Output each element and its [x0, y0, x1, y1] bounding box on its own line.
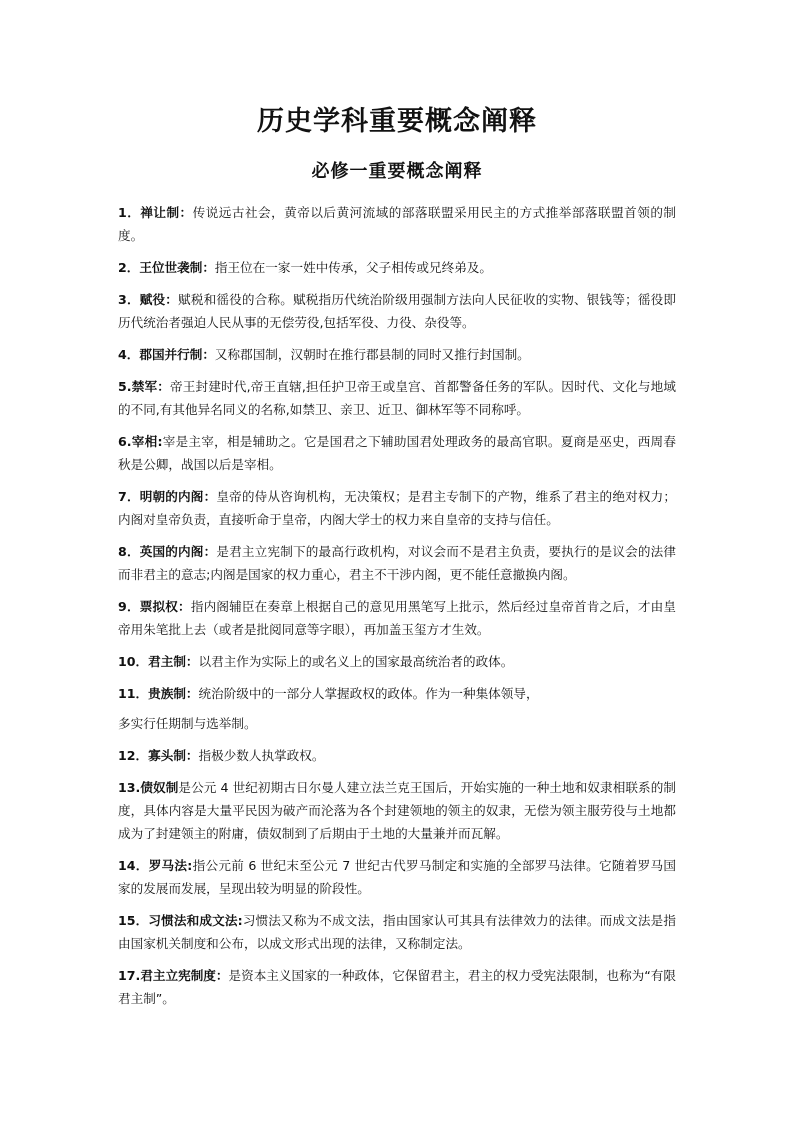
concept-item — [118, 430, 676, 476]
concept-term: 禅让制： — [140, 205, 193, 220]
concept-definition: 赋税和徭役的合称。赋税指历代统治阶级用强制方法向人民征收的实物、银钱等；徭役即历代统治者强迫人民从事的无偿劳役,包括军役、力役、杂役等。 — [118, 292, 677, 330]
concept-item — [118, 744, 676, 767]
concept-definition: 指公元前 6 世纪末至公元 7 世纪古代罗马制定和实施的全部罗马法律。它随着罗马国家的发展而发展，呈现出较为明显的阶段性。 — [118, 858, 676, 896]
item-number: 10． — [118, 654, 149, 669]
concept-definition: 帝王封建时代,帝王直辖,担任护卫帝王或皇宫、首都警备任务的军队。因时代、文化与地域的不同,有其他异名同义的名称,如禁卫、亲卫、近卫、御林军等不同称呼。 — [118, 379, 676, 417]
concept-term: 王位世袭制： — [139, 260, 215, 275]
item-number: 11． — [118, 686, 149, 701]
item-number: 6. — [118, 434, 132, 449]
concept-term: 票拟权： — [139, 599, 191, 614]
concept-definition: 是君主立宪制下的最高行政机构，对议会而不是君主负责，要执行的是议会的法律而非君主的意志;内阁是国家的权力重心，君主不干涉内阁，更不能任意撤换内阁。 — [118, 544, 677, 582]
concept-item — [118, 776, 676, 845]
item-number: 1． — [118, 205, 141, 220]
concept-term: 英国的内阁： — [139, 544, 217, 559]
concept-item — [118, 375, 676, 421]
concept-term: 宰相: — [131, 434, 163, 449]
concept-item — [118, 540, 676, 586]
item-number: 8． — [118, 544, 140, 559]
item-number: 9． — [118, 599, 140, 614]
item-number: 7． — [118, 489, 140, 504]
concept-item — [118, 595, 676, 641]
page-title: 历史学科重要概念阐释 — [257, 106, 537, 137]
concept-item — [118, 288, 676, 334]
concept-term: 习惯法和成文法: — [148, 913, 243, 928]
concept-definition: 指王位在一家一姓中传承，父子相传或兄终弟及。 — [214, 260, 492, 275]
concept-term: 禁军： — [131, 379, 171, 394]
concept-item — [118, 343, 676, 366]
concept-list — [118, 201, 676, 1010]
concept-item — [118, 682, 676, 705]
concept-item — [118, 256, 676, 279]
concept-term: 君主制： — [148, 654, 199, 669]
concept-item — [118, 909, 676, 955]
concept-definition: 指内阁辅臣在奏章上根据自己的意见用黑笔写上批示，然后经过皇帝首肯之后，才由皇帝用朱笔批上去（或者是批阅同意等字眼），再加盖玉玺方才生效。 — [118, 599, 677, 637]
item-number: 17. — [118, 968, 141, 983]
item-number: 15． — [118, 913, 149, 928]
concept-definition: 是资本主义国家的一种政体，它保留君主，君主的权力受宪法限制，也称为“有限君主制”。 — [118, 968, 676, 1006]
item-number: 4． — [118, 347, 140, 362]
item-number: 3． — [118, 292, 140, 307]
concept-item — [118, 854, 676, 900]
concept-definition: 统治阶级中的一部分人掌握政权的政体。作为一种集体领导， — [198, 686, 539, 701]
concept-definition: 又称郡国制，汉朝时在推行郡县制的同时又推行封国制。 — [214, 347, 530, 362]
item-number: 12． — [118, 748, 149, 763]
concept-item — [118, 964, 676, 1010]
concept-term: 君主立宪制度： — [140, 968, 229, 983]
concept-definition: 皇帝的侍从咨询机构，无决策权；是君主专制下的产物，维系了君主的绝对权力；内阁对皇帝负责，直接听命于皇帝，内阁大学士的权力来自皇帝的支持与信任。 — [118, 489, 677, 527]
concept-definition: 多实行任期制与选举制。 — [118, 716, 257, 731]
concept-term: 赋役： — [139, 292, 179, 307]
concept-term: 罗马法: — [148, 858, 193, 873]
concept-definition: 是公元 4 世纪初期古日尔曼人建立法兰克王国后，开始实施的一种土地和奴隶相联系的制度，具体内容是大量平民因为破产而沦落为各个封建领地的领主的奴隶，无偿为领主服劳役与土地都成为了封建领主的附庸，债奴制到了后期由于土地的大量兼并而瓦解。 — [118, 780, 676, 841]
page-subtitle: 必修一重要概念阐释 — [311, 161, 483, 182]
concept-definition: 宰是主宰，相是辅助之。它是国君之下辅助国君处理政务的最高官职。夏商是巫史，西周春秋是公卿，战国以后是宰相。 — [118, 434, 676, 472]
concept-term: 寡头制： — [148, 748, 199, 763]
item-number: 13. — [118, 780, 141, 795]
concept-item — [118, 485, 676, 531]
concept-term: 郡国并行制： — [139, 347, 215, 362]
concept-item-continuation — [118, 712, 676, 735]
concept-definition: 传说远古社会，黄帝以后黄河流域的部落联盟采用民主的方式推举部落联盟首领的制度。 — [118, 205, 677, 243]
concept-term: 贵族制： — [148, 686, 199, 701]
concept-term: 明朝的内阁： — [139, 489, 217, 504]
concept-definition: 习惯法又称为不成文法，指由国家认可其具有法律效力的法律。而成文法是指由国家机关制度和公布，以成文形式出现的法律，又称制定法。 — [118, 913, 676, 951]
item-number: 2． — [118, 260, 140, 275]
concept-term: 债奴制 — [140, 780, 179, 795]
concept-item — [118, 650, 676, 673]
item-number: 5. — [118, 379, 132, 394]
item-number: 14． — [118, 858, 149, 873]
concept-definition: 以君主作为实际上的或名义上的国家最高统治者的政体。 — [198, 654, 514, 669]
concept-item — [118, 201, 676, 247]
concept-definition: 指极少数人执掌政权。 — [198, 748, 325, 763]
